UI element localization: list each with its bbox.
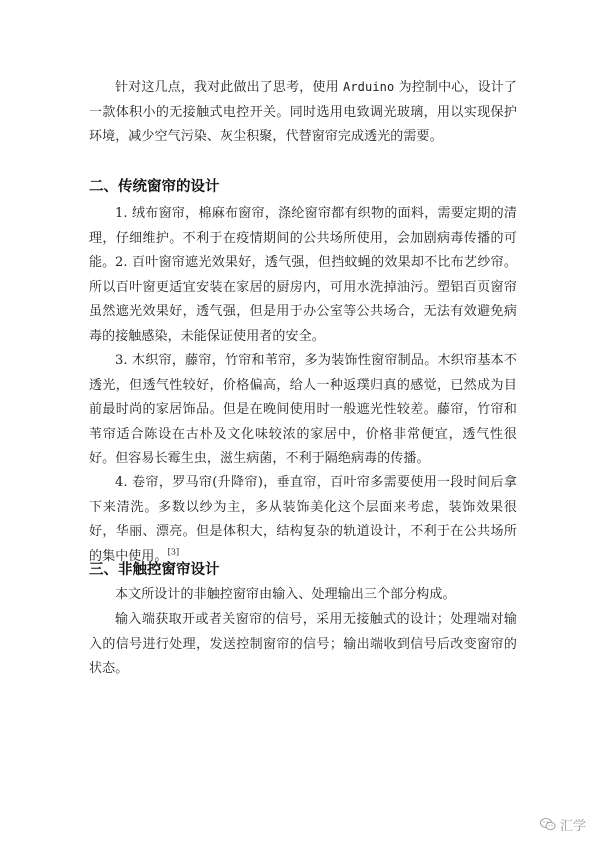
- list-item-2: 2. 百叶窗帘遮光效果好，透气强，但挡蚊蝇的效果却不比布艺纱帘。所以百叶窗更适宜安装在家居的厨房内，可用水洗掉油污。塑铝百页窗帘虽然遮光效果好，透气强，但是用于办公室等公共场合，无法有效避免病毒的接触感染，未能保证使用者的安全。: [89, 255, 517, 344]
- watermark-text: 汇学: [559, 819, 586, 834]
- section3-paragraph-2: 输入端获取开或者关窗帘的信号，采用无接触式的设计；处理端对输入的信号进行处理，发送控制窗帘的信号；输出端收到信号后改变窗帘的状态。: [89, 612, 517, 676]
- intro-code-arduino: Arduino: [343, 80, 395, 94]
- intro-text-before: 针对这几点，我对此做出了思考，使用: [115, 80, 344, 95]
- list-item-4: [89, 471, 517, 569]
- intro-paragraph: [89, 75, 517, 150]
- intro-text-after: 为控制中心，设计了一款体积小的无接触式电控开关。同时选用电致调光玻璃，用以实现保护环境，减少空气污染、灰尘积聚，代替窗帘完成透光的需要。: [89, 80, 517, 144]
- list-item-3: 3. 木织帘，藤帘，竹帘和苇帘，多为装饰性窗帘制品。木织帘基本不透光，但透气性较好，价格偏高，给人一种返璞归真的感觉，已然成为目前最时尚的家居饰品。但是在晚间使用时一般遮光性较差。藤帘，竹帘和苇帘适合陈设在古朴及文化味较浓的家居中，价格非常便宜，透气性很好。但容易长霉生虫，滋生病菌，不利于隔绝病毒的传播。: [89, 353, 517, 466]
- section-heading-traditional-curtains: 二、传统窗帘的设计: [89, 179, 220, 195]
- list-item-4-text: 4. 卷帘，罗马帘(升降帘)，垂直帘，百叶帘多需要使用一段时间后拿下来清洗。多数以纱为主，多从装饰美化这个层面来考虑，装饰效果很好，华丽、漂亮。但是体积大，结构复杂的轨道设计，不利于在公共场所的集中使用。: [89, 475, 517, 564]
- section-heading-non-touch-design: 三、非触控窗帘设计: [89, 562, 220, 578]
- citation-marker: [3]: [167, 547, 180, 557]
- section3-paragraph-1: 本文所设计的非触控窗帘由输入、处理输出三个部分构成。: [115, 587, 456, 602]
- wechat-icon: [540, 818, 556, 831]
- list-item-1: 1. 绒布窗帘，棉麻布窗帘，涤纶窗帘都有织物的面料，需要定期的清理，仔细维护。不利于在疫情期间的公共场所使用，会加剧病毒传播的可能。: [89, 206, 517, 270]
- watermark: [540, 815, 586, 834]
